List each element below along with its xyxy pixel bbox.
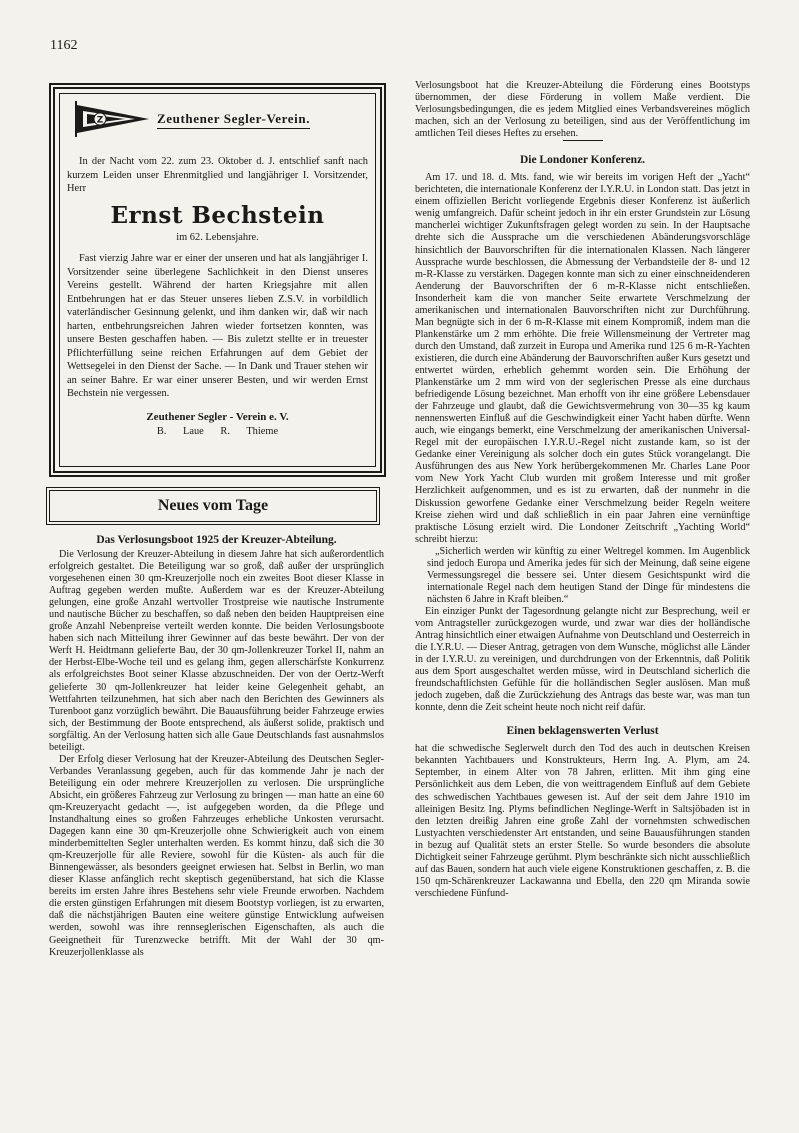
pennant-flag-icon bbox=[73, 99, 153, 139]
article-quote: „Sicherlich werden wir künftig zu einer Weltregel kommen. Im Augenblick sind jedoch Europa und Amerika jedes für sich der Meinung, daß seine eigene Vermessungsregel die bessere sei. Unter diesem Gesichtspunkt wird die internationale Regel nach dem heutigen Stand der Dinge für mindestens die nächsten 6 Jahre in Kraft bleiben.“ bbox=[427, 545, 750, 605]
heading-divider bbox=[563, 140, 603, 141]
signature-names: B. Laue R. Thieme bbox=[156, 425, 279, 437]
page-number: 1162 bbox=[50, 38, 78, 53]
club-title: Zeuthener Segler-Verein. bbox=[157, 111, 310, 129]
article-paragraph: hat die schwedische Seglerwelt durch den Tod des auch in deutschen Kreisen bekannten Yachtbauers und Konstrukteurs, Herrn Ing. A. Plym, am 24. September, in einem Alter von 78 Jahren, erlitten. Mit ihm ging eine Persönlichkeit aus dem Leben, die von weittragendem Einfluß auf dem Gebiete des schwedischen Yachtbaues gewesen ist. Auf der seit dem Jahre 1910 im alleinigen Besitz Ing. Plyms befindlichen Neglinge-Werft in Saltsjöbaden ist in den letzten dreißig Jahren eine große Zahl der vornehmsten schwedischen Lustyachten verschiedenster Art entstanden, und seine Bauausführungen standen in bezug auf Qualität stets an erster Stelle. So wurde besonders die absolute Dichtigkeit seiner Fahrzeuge gerühmt. Plym beschränkte sich nicht ausschließlich auf das Bauen, sondern hat auch viele eigene Konstruktionen geschaffen, z. B. die 150 qm-Schärenkreuzer Lackawanna und Ebella, den 220 qm Miranda sowie verschiedene Fünfund- bbox=[415, 743, 750, 899]
obituary-header bbox=[67, 97, 368, 141]
deceased-age: im 62. Lebensjahre. bbox=[176, 231, 259, 243]
article-paragraph: Die Verlosung der Kreuzer-Abteilung in diesem Jahre hat sich außerordentlich erfolgreich gestaltet. Die Beteiligung war so groß, daß außer der ursprünglich vorgesehenen einen 30 qm-Kreuzerjolle noch ein zweites Boot dieser Klasse in Auftrag gegeben werden mußte. Außerdem war es der Kreuzer-Abteilung gelungen, eine große Anzahl wertvoller Trostpreise wie nautische Instrumente und nautische Bücher zu beschaffen, so daß neben den beiden Hauptpreisen eine große Anzahl Nebenpreise verteilt werden konnte. Die beiden Verlosungsboote haben sich nach Mitteilung ihrer Gewinner auf das beste bewährt. Der von der Werft H. Heidtmann gelieferte Bau, der 30 qm-Jollenkreuzer Torkel II, nahm an der Herbst-Elbe-Woche teil und es gelang ihm, gegen allerschärfste Konkurrenz als erfolgreichstes Boot seiner Klasse abzuschneiden. Der von der Oertz-Werft gelieferte 30 qm-Jollenkreuzer hat leider keine Gelegenheit gehabt, an Wettfahrten teilzunehmen, hat sich aber nach den Berichten des Gewinners als Turenboot ganz vorzüglich bewährt. Die Bauausführung beider Fahrzeuge erwies sich, der Bestimmung der Boote entsprechend, als äußerst solide, praktisch und sorgfältig. An der Verlosung hatten sich alle Gaue Deutschlands fast ausnahmslos beteiligt. bbox=[49, 549, 384, 753]
left-column bbox=[49, 533, 384, 959]
section-title-box bbox=[49, 490, 377, 522]
obituary-notice bbox=[49, 83, 386, 477]
article-continuation: Verlosungsboot hat die Kreuzer-Abteilung die Förderung eines Bootstyps übernommen, der diese Förderung in vollem Maße verdient. Die Verlosungsbedingungen, die es jedem Mitglied eines Verbandsvereines möglich machen, sich an der Verlosung zu beteiligen, sind aus der Veröffentlichung im amtlichen Teil dieses Heftes zu ersehen. bbox=[415, 80, 750, 140]
section-title: Neues vom Tage bbox=[157, 497, 269, 514]
obituary-body: Fast vierzig Jahre war er einer der unseren und hat als langjähriger I. Vorsitzender seine überlegene Sachlichkeit in den Dienst unseres Vereins gestellt. Während der harten Kriegsjahre mit allen Entbehrungen hat er das Steuer unseres lieben Z.S.V. in vorbildlich vaterländischer Gesinnung gelenkt, und ihm danken wir, daß wir nach harten, entbehrungsreichen Jahren wieder fortsetzen konnten, was unsere Besten geschaffen haben. — Bis zuletzt stellte er in treuester Pflichterfüllung seine reichen Erfahrungen auf dem Gebiet der Wettsegelei in den Dienst der Sache. — In Dank und Trauer stehen wir an seiner Bahre. Er war einer unserer Besten, und wir werden Ernst Bechstein nie vergessen. bbox=[67, 253, 368, 399]
deceased-name: Ernst Bechstein bbox=[110, 201, 325, 229]
right-column bbox=[415, 80, 750, 900]
article-paragraph: Der Erfolg dieser Verlosung hat der Kreuzer-Abteilung des Deutschen Segler-Verbandes Veranlassung gegeben, auch für das kommende Jahr je nach der Beteiligung ein oder mehrere Kreuzerjollen zu verlosen. Die ursprüngliche Absicht, ein größeres Fahrzeug zur Verlosung zu bringen — man hatte an eine 60 qm-Kreuzeryacht gedacht —, ist aufgegeben worden, da die Pflege und Instandhaltung eines so großen Fahrzeuges erhebliche Unkosten verursacht. Dagegen kann eine 30 qm-Kreuzerjolle ohne Schwierigkeit auch von einem minderbemittelten Segler unterhalten werden. Es kommt hinzu, daß sich die 30 qm-Kreuzerjolle für alle Reviere, sowohl für die Küsten- als auch für die Binnengewässer, als besonders geeignet erwiesen hat. Selbst in Berlin, wo man dieser Klasse anfänglich recht skeptisch gegenüberstand, hat sich die Klasse bereits im ersten Jahre ihres Bestehens sehr viele Freunde erworben. Nachdem die ersten günstigen Erfahrungen mit diesem Bootstyp vorliegen, ist zu erwarten, daß die nächstjährigen Bauten eine weitere günstige Entwicklung aufweisen werden, sowohl was ihre rennseglerischen Eigenschaften, als auch die Geeignetheit für Turenzwecke betrifft. Mit der Wahl der 30 qm-Kreuzerjollenklasse als bbox=[49, 753, 384, 958]
article-heading-verlust: Einen beklagenswerten Verlust bbox=[506, 725, 659, 738]
obituary-intro: In der Nacht vom 22. zum 23. Oktober d. J. entschlief sanft nach kurzem Leiden unser Ehrenmitglied und langjähriger I. Vorsitzender, Herr bbox=[67, 156, 368, 194]
article-heading-london: Die Londoner Konferenz. bbox=[519, 154, 646, 167]
pennant-letter: Z bbox=[96, 115, 104, 126]
article-paragraph: Ein einziger Punkt der Tagesordnung gelangte nicht zur Besprechung, weil er vom Antragsteller zurückgezogen wurde, und zwar war dies der holländische Antrag hinsichtlich einer etwaigen Aufnahme von Deutschland und Oesterreich in die I.Y.R.U. — Dieser Antrag, getragen von dem Wunsche, möglichst alle Länder in der I.Y.R.U. zu vereinigen, und durchdrungen von der Erkenntnis, daß Politik aus dem Sport ausgeschaltet werden müsse, wird in Deutschland sicherlich die freundschaftlichsten Gefühle für die holländischen Segler auslösen. Man muß jedoch zugeben, daß die Zurückziehung des Antrags das beste war, was man tun konnte, denn die Zeit scheint heute noch nicht reif dafür. bbox=[415, 605, 750, 714]
article-heading-verlosungsboot: Das Verlosungsboot 1925 der Kreuzer-Abteilung. bbox=[96, 534, 337, 546]
signature-organization: Zeuthener Segler - Verein e. V. bbox=[146, 410, 289, 423]
article-paragraph: Am 17. und 18. d. Mts. fand, wie wir bereits im vorigen Heft der „Yacht“ berichteten, die internationale Konferenz der I.Y.R.U. in London statt. Das jetzt in einem offiziellen Bericht vorliegende Ergebnis dieser Konferenz ist äußerlich wenig umfangreich. Dafür scheint jedoch in ihr ein erster Grundstein zur Lösung mancherlei wichtiger Zukunftsfragen gelegt worden zu sein. In der Hauptsache drehte sich die Aussprache um die verschiedenen Abänderungsvorschläge hinsichtlich der Bauvorschriften für die internationalen Klassen. Nach längerer Aussprache wurde beschlossen, die Abmessung der Verbandsteile der 8- und 12 m-R-Klasse zu verstärken. Dagegen konnte man sich zu einer einschneidenderen Aenderung der Bauvorschriften der 6 m-R-Klasse nicht entschließen. Insonderheit kam die von mancher Seite erwartete Verschmelzung der amerikanischen und internationalen Bauvorschriften nicht zur Durchführung. Man begnügte sich in der 6 m-R-Klasse mit einem Kompromiß, indem man die Plankenstärke um 2 mm erhöhte. Die freie Willensmeinung der Vertreter mag durch den Umstand, daß zurzeit in Europa und Amerika rund 125 6 m-R-Yachten existieren, die durch eine Abänderung der Bauvorschriften außer Kurs gesetzt und entwertet würden, erheblich gehemmt worden sein. Die Erhöhung der Plankenstärke um 2 mm wird von der seglerischen Presse als eine durchaus befriedigende Lösung bezeichnet. Man erhofft von ihr eine größere Lebensdauer der Fahrzeuge und glaubt, daß die Gewichtsvermehrung von 30—35 kg kaum nennenswerten Einfluß auf die Geschwindigkeit einer Yacht haben dürfte. Wenn auch, wie eingangs bemerkt, eine Verschmelzung der amerikanischen Universal-Regel mit der europäischen I.Y.R.U.-Regel nicht zustande kam, so ist der Gedanke einer Vereinigung als solcher doch ein gutes Stück vorangelangt. Die Ausführungen des aus New York herübergekommenen Mr. Charles Lane Poor vom New York Yacht Club wurden mit großem Interesse und mit großer Herzlichkeit aufgenommen, und es ist zu erwarten, daß der nunmehr in die Diskussion geworfene Gedanke einer Verschmelzung beider Regeln weitere Kreise ziehen wird und daß schließlich in ein paar Jahren eine vernünftige praktische Lösung erzielt wird. Die Londoner Zeitschrift „Yachting World“ schreibt hierzu: bbox=[415, 172, 750, 545]
